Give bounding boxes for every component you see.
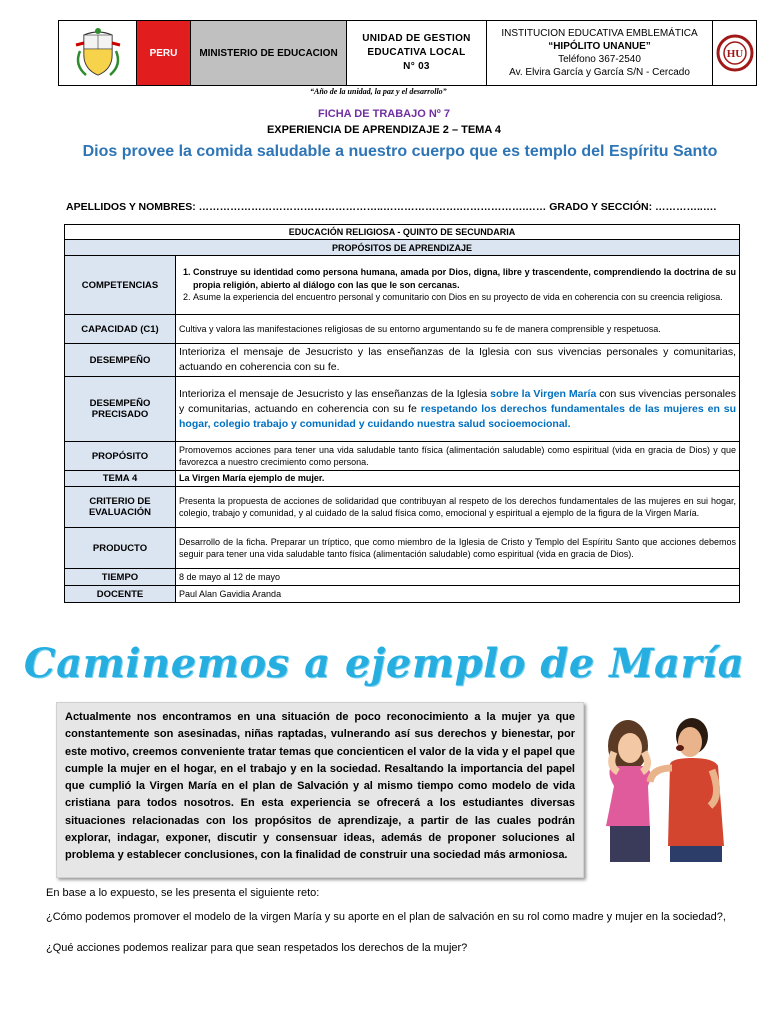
decorative-title: Caminemos a ejemplo de María <box>23 640 745 687</box>
table-row <box>65 377 740 442</box>
tema-cell: La Virgen María ejemplo de mujer. <box>176 471 740 487</box>
desempeno-label: DESEMPEÑO <box>65 344 176 377</box>
arguing-couple-illustration <box>592 706 734 862</box>
table-row <box>65 256 740 315</box>
desempeno-precisado-label: DESEMPEÑO PRECISADO <box>65 377 176 442</box>
table-row <box>65 471 740 487</box>
tiempo-cell: 8 de mayo al 12 de mayo <box>176 569 740 586</box>
worksheet-number: FICHA DE TRABAJO Nº 7 <box>318 108 450 120</box>
intro-text-box: Actualmente nos encontramos en una situación de poco reconocimiento a la mujer ya que constantemente son asesinadas, niñas raptadas, vulnerando así sus derechos y bienestar, por este motivo, creemos conveniente tratar temas que concienticen el valor de la vida y el papel que cumple la mujer en el hogar, en el trabajo y en la sociedad. Resaltando la importancia del papel que cumplió la Virgen María en el plan de Salvación y al mismo tiempo como modelo de vida cristiana para todos nosotros. En esta experiencia se ofrecerá a los estudiantes diversas situaciones relacionadas con los propósitos de aprendizaje, a partir de las cuales podrán explorar, indagar, exponer, discutir y consensuar ideas, además de proponer soluciones al problema y establecer conclusiones, con la finalidad de construir una sociedad más armoniosa. <box>56 702 584 878</box>
svg-text:HU: HU <box>726 48 743 60</box>
ugel-line-3: N° 03 <box>403 61 430 72</box>
table-row <box>65 528 740 569</box>
ugel-label <box>347 21 487 85</box>
table-row <box>65 569 740 586</box>
producto-cell: Desarrollo de la ficha. Preparar un tríptico, que como miembro de la Iglesia de Cristo y Templo del Espíritu Santo que acciones debemos seguir para tener una vida saludable tanto física (alimentación saludable) como espiritual (vida en gracia de Dios). <box>176 528 740 569</box>
desempeno-cell: Interioriza el mensaje de Jesucristo y las enseñanzas de la Iglesia con sus vivencias personales y comunitarias, actuando en coherencia con su fe. <box>176 344 740 377</box>
dp-highlight-1: sobre la Virgen María <box>490 387 597 400</box>
proposito-cell: Promovemos acciones para tener una vida saludable tanto física (alimentación saludable) como espiritual (vida en gracia de Dios) y que favorezca a nuestro crecimiento como persona. <box>176 442 740 471</box>
header-banner <box>58 20 757 86</box>
table-row <box>65 225 740 240</box>
table-row <box>65 487 740 528</box>
challenge-intro: En base a lo expuesto, se les presenta el siguiente reto: <box>46 887 320 899</box>
ministry-label: MINISTERIO DE EDUCACION <box>191 21 347 85</box>
purposes-header: PROPÓSITOS DE APRENDIZAJE <box>65 240 740 256</box>
ugel-line-2: EDUCATIVA LOCAL <box>367 47 466 58</box>
table-row <box>65 315 740 344</box>
dp-text-2: con sus vivencias personales y comunitarias, actuando en coherencia con su fe <box>179 387 737 415</box>
table-row <box>65 240 740 256</box>
capacidad-label: CAPACIDAD (C1) <box>65 315 176 344</box>
experience-subtitle: EXPERIENCIA DE APRENDIZAJE 2 – TEMA 4 <box>266 124 502 136</box>
peru-coat-of-arms-icon <box>59 21 137 85</box>
criterio-cell: Presenta la propuesta de acciones de solidaridad que contribuyan al respeto de los derechos fundamentales de las mujeres en sui hogar, colegio, trabajo y comunidad, y al cuidado de la salud física como, emocional y espiritual a ejemplo de la figura de la Virgen María. <box>176 487 740 528</box>
table-row <box>65 344 740 377</box>
producto-label: PRODUCTO <box>65 528 176 569</box>
docente-label: DOCENTE <box>65 586 176 603</box>
competencias-label: COMPETENCIAS <box>65 256 176 315</box>
capacidad-cell: Cultiva y valora las manifestaciones religiosas de su entorno argumentando su fe de manera comprensible y respetuosa. <box>176 315 740 344</box>
tema-label: TEMA 4 <box>65 471 176 487</box>
proposito-label: PROPÓSITO <box>65 442 176 471</box>
table-row <box>65 442 740 471</box>
institution-address: Av. Elvira García y García S/N - Cercado <box>509 67 690 78</box>
docente-cell: Paul Alan Gavidia Aranda <box>176 586 740 603</box>
dp-text-1: Interioriza el mensaje de Jesucristo y las enseñanzas de la Iglesia <box>179 387 491 400</box>
competencia-1: 1. Construye su identidad como persona humana, amada por Dios, digna, libre y trascendente, comprendiendo la doctrina de su propia religión, abierto al diálogo con las que le son cercanas. <box>193 266 736 291</box>
dp-highlight-2: respetando los derechos fundamentales de las mujeres en su hogar, colegio trabajo y comunidad y cuidando nuestra salud socioemocional. <box>179 402 736 430</box>
school-logo-icon <box>713 21 756 85</box>
institution-info <box>487 21 713 85</box>
competencias-cell <box>176 256 740 315</box>
slogan: “Año de la unidad, la paz y el desarrollo” <box>310 87 447 96</box>
competencia-2: 2. Asume la experiencia del encuentro personal y comunitario con Dios en su proyecto de vida en coherencia con su creencia religiosa. <box>193 291 736 304</box>
student-name-field: APELLIDOS Y NOMBRES: ……………………………………………..………………….……………….…… GRADO Y SECCIÓN: …………..…. <box>66 201 717 213</box>
institution-name: INSTITUCION EDUCATIVA EMBLEMÁTICA <box>501 28 698 39</box>
challenge-question-2: ¿Qué acciones podemos realizar para que sean respetados los derechos de la mujer? <box>46 942 468 954</box>
challenge-question-1: ¿Cómo podemos promover el modelo de la virgen María y su aporte en el plan de salvación en su rol como madre y mujer en la sociedad?, <box>46 911 726 923</box>
learning-purposes-table <box>64 224 740 603</box>
table-row <box>65 586 740 603</box>
page-title: Dios provee la comida saludable a nuestro cuerpo que es templo del Espíritu Santo <box>82 143 718 160</box>
country-label: PERU <box>137 21 191 85</box>
institution-phone: Teléfono 367-2540 <box>558 54 641 65</box>
institution-school: “HIPÓLITO UNANUE” <box>548 41 651 52</box>
criterio-label: CRITERIO DE EVALUACIÓN <box>65 487 176 528</box>
ugel-line-1: UNIDAD DE GESTION <box>362 33 471 44</box>
desempeno-precisado-cell <box>176 377 740 442</box>
tiempo-label: TIEMPO <box>65 569 176 586</box>
area-header: EDUCACIÓN RELIGIOSA - QUINTO DE SECUNDARIA <box>65 225 740 240</box>
